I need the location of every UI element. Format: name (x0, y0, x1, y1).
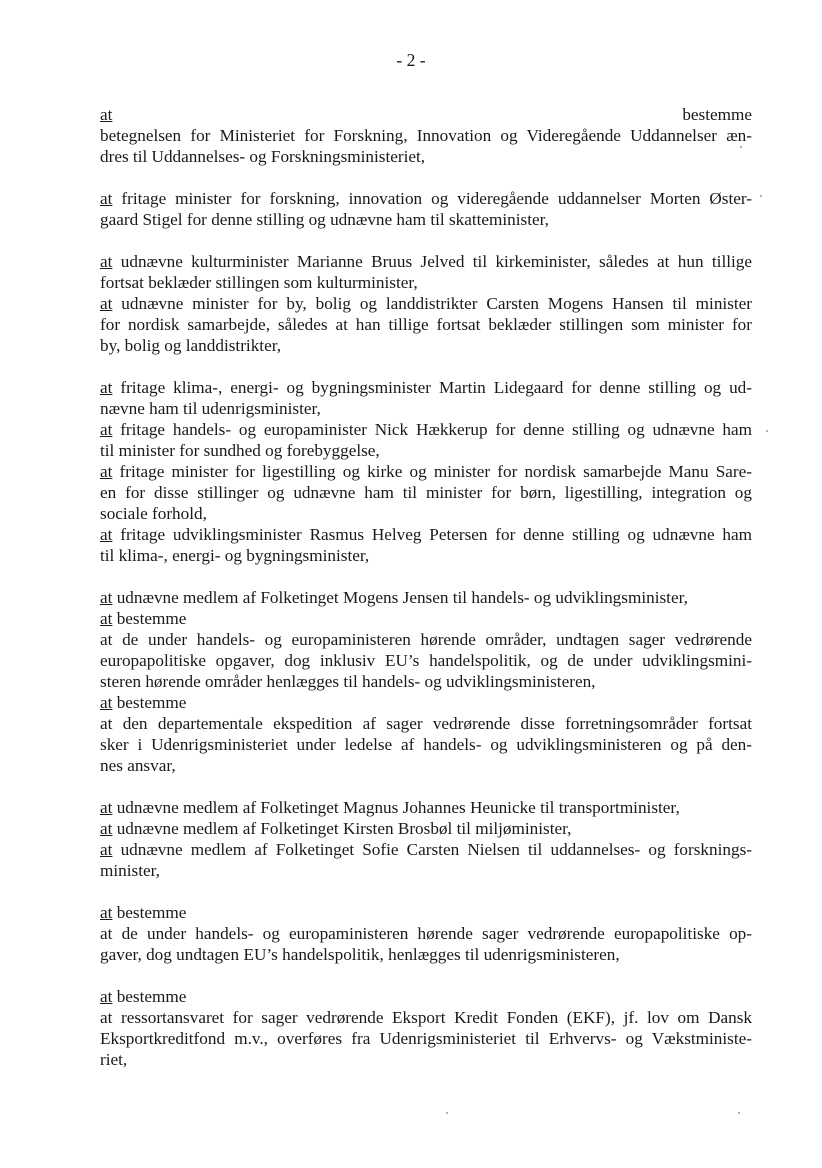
line-text: sociale forhold, (100, 504, 207, 523)
text-line (100, 125, 752, 146)
line-text: dres til Uddannelses- og Forskningsministeriet, (100, 147, 426, 166)
paragraph-block (100, 902, 752, 965)
line-text: fritage handels- og europaminister Nick Hækkerup for denne stilling og udnævne ham (120, 420, 752, 439)
scan-speck (760, 195, 762, 197)
at-marker: at (100, 840, 113, 859)
text-line (100, 734, 752, 755)
text-line (100, 839, 752, 860)
line-text: nes ansvar, (100, 756, 176, 775)
at-marker: at (100, 252, 113, 271)
text-line (100, 902, 752, 923)
paragraph-gap (100, 881, 752, 902)
text-line (100, 419, 752, 440)
at-marker: at (100, 294, 113, 313)
text-line (100, 545, 752, 566)
text-line (100, 146, 752, 167)
scan-speck (740, 146, 742, 148)
text-line (100, 314, 752, 335)
line-text: udnævne medlem af Folketinget Magnus Johannes Heunicke til transportminister, (116, 798, 680, 817)
line-text: at ressortansvaret for sager vedrørende Eksport Kredit Fonden (EKF), jf. lov om Dansk (100, 1008, 752, 1027)
line-text: riet, (100, 1050, 128, 1069)
line-text: at den departementale ekspedition af sager vedrørende disse forretningsområder fortsat (100, 714, 752, 733)
at-marker: at (100, 105, 113, 124)
line-text: fritage minister for ligestilling og kirke og minister for nordisk samarbejde Manu Sare- (119, 462, 752, 481)
at-marker: at (100, 420, 113, 439)
text-line (100, 650, 752, 671)
page-number: - 2 - (396, 50, 426, 70)
at-marker: at (100, 189, 113, 208)
paragraph-gap (100, 566, 752, 587)
line-text: steren hørende områder henlægges til handels- og udviklingsministeren, (100, 672, 596, 691)
paragraph-gap (100, 230, 752, 251)
at-marker: at (100, 525, 113, 544)
line-text: by, bolig og landdistrikter, (100, 336, 282, 355)
at-marker: at (100, 903, 113, 922)
paragraph-gap (100, 167, 752, 188)
text-line (100, 104, 752, 125)
line-text: fritage udviklingsminister Rasmus Helveg Petersen for denne stilling og udnævne ham (120, 525, 753, 544)
text-line (100, 503, 752, 524)
paragraph-gap (100, 356, 752, 377)
text-line (100, 377, 752, 398)
line-text: bestemme (116, 609, 187, 628)
text-line (100, 440, 752, 461)
document-body (100, 104, 752, 1070)
text-line (100, 671, 752, 692)
line-text: til klima-, energi- og bygningsminister, (100, 546, 370, 565)
line-text: en for disse stillinger og udnævne ham til minister for børn, ligestilling, integration og (100, 483, 752, 502)
line-text: udnævne medlem af Folketinget Mogens Jensen til handels- og udviklingsminister, (116, 588, 688, 607)
scan-speck (766, 430, 768, 432)
at-marker: at (100, 798, 113, 817)
at-marker: at (100, 588, 113, 607)
text-line (100, 335, 752, 356)
text-line (100, 1049, 752, 1070)
line-text: bestemme (116, 987, 187, 1006)
paragraph-block (100, 188, 752, 230)
line-text: fritage klima-, energi- og bygningsminister Martin Lidegaard for denne stilling og ud- (120, 378, 752, 397)
paragraph-block (100, 251, 752, 356)
line-text: udnævne medlem af Folketinget Kirsten Brosbøl til miljøminister, (116, 819, 572, 838)
paragraph-block (100, 377, 752, 566)
line-text: bestemme (682, 105, 752, 124)
text-line (100, 923, 752, 944)
line-text: at de under handels- og europaministeren hørende områder, undtagen sager vedrørende (100, 630, 752, 649)
line-text: europapolitiske opgaver, dog inklusiv EU’s handelspolitik, og de under udviklingsmini- (100, 651, 752, 670)
line-text: nævne ham til udenrigsminister, (100, 399, 321, 418)
text-line (100, 461, 752, 482)
text-line (100, 272, 752, 293)
text-line (100, 209, 752, 230)
text-line (100, 629, 752, 650)
line-text: udnævne medlem af Folketinget Sofie Carsten Nielsen til uddannelses- og forsknings- (120, 840, 752, 859)
paragraph-gap (100, 965, 752, 986)
line-text: at de under handels- og europaministeren hørende sager vedrørende europapolitiske op- (100, 924, 752, 943)
line-text: Eksportkreditfond m.v., overføres fra Udenrigsministeriet til Erhvervs- og Vækstministe- (100, 1029, 752, 1048)
text-line (100, 797, 752, 818)
text-line (100, 713, 752, 734)
at-marker: at (100, 819, 113, 838)
text-line (100, 1028, 752, 1049)
line-text: gaver, dog undtagen EU’s handelspolitik, henlægges til udenrigsministeren, (100, 945, 620, 964)
at-marker: at (100, 462, 113, 481)
text-line (100, 293, 752, 314)
line-text: minister, (100, 861, 160, 880)
text-line (100, 398, 752, 419)
text-line (100, 755, 752, 776)
scan-speck (738, 1112, 740, 1114)
line-text: gaard Stigel for denne stilling og udnævne ham til skatteminister, (100, 210, 549, 229)
text-line (100, 860, 752, 881)
line-text: bestemme (116, 903, 187, 922)
line-text: for nordisk samarbejde, således at han tillige fortsat beklæder stillingen som minister for (100, 315, 752, 334)
at-marker: at (100, 378, 113, 397)
line-text: betegnelsen for Ministeriet for Forskning, Innovation og Videregående Uddannelser æn- (100, 126, 752, 145)
line-text: fritage minister for forskning, innovation og videregående uddannelser Morten Øster- (121, 189, 752, 208)
paragraph-block (100, 797, 752, 881)
line-text: fortsat beklæder stillingen som kulturminister, (100, 273, 418, 292)
scan-speck (446, 1112, 448, 1114)
text-line (100, 692, 752, 713)
text-line (100, 482, 752, 503)
line-text: udnævne minister for by, bolig og landdistrikter Carsten Mogens Hansen til minister (121, 294, 753, 313)
paragraph-block (100, 986, 752, 1070)
line-text: sker i Udenrigsministeriet under ledelse af handels- og udviklingsministeren og på den- (100, 735, 752, 754)
at-marker: at (100, 693, 113, 712)
paragraph-block (100, 104, 752, 167)
text-line (100, 818, 752, 839)
text-line (100, 944, 752, 965)
text-line (100, 986, 752, 1007)
paragraph-gap (100, 776, 752, 797)
line-text: til minister for sundhed og forebyggelse, (100, 441, 380, 460)
line-text: bestemme (116, 693, 187, 712)
at-marker: at (100, 609, 113, 628)
at-marker: at (100, 987, 113, 1006)
text-line (100, 608, 752, 629)
text-line (100, 587, 752, 608)
text-line (100, 188, 752, 209)
paragraph-block (100, 587, 752, 776)
text-line (100, 524, 752, 545)
text-line (100, 251, 752, 272)
line-text: udnævne kulturminister Marianne Bruus Jelved til kirkeminister, således at hun tillige (120, 252, 752, 271)
text-line (100, 1007, 752, 1028)
